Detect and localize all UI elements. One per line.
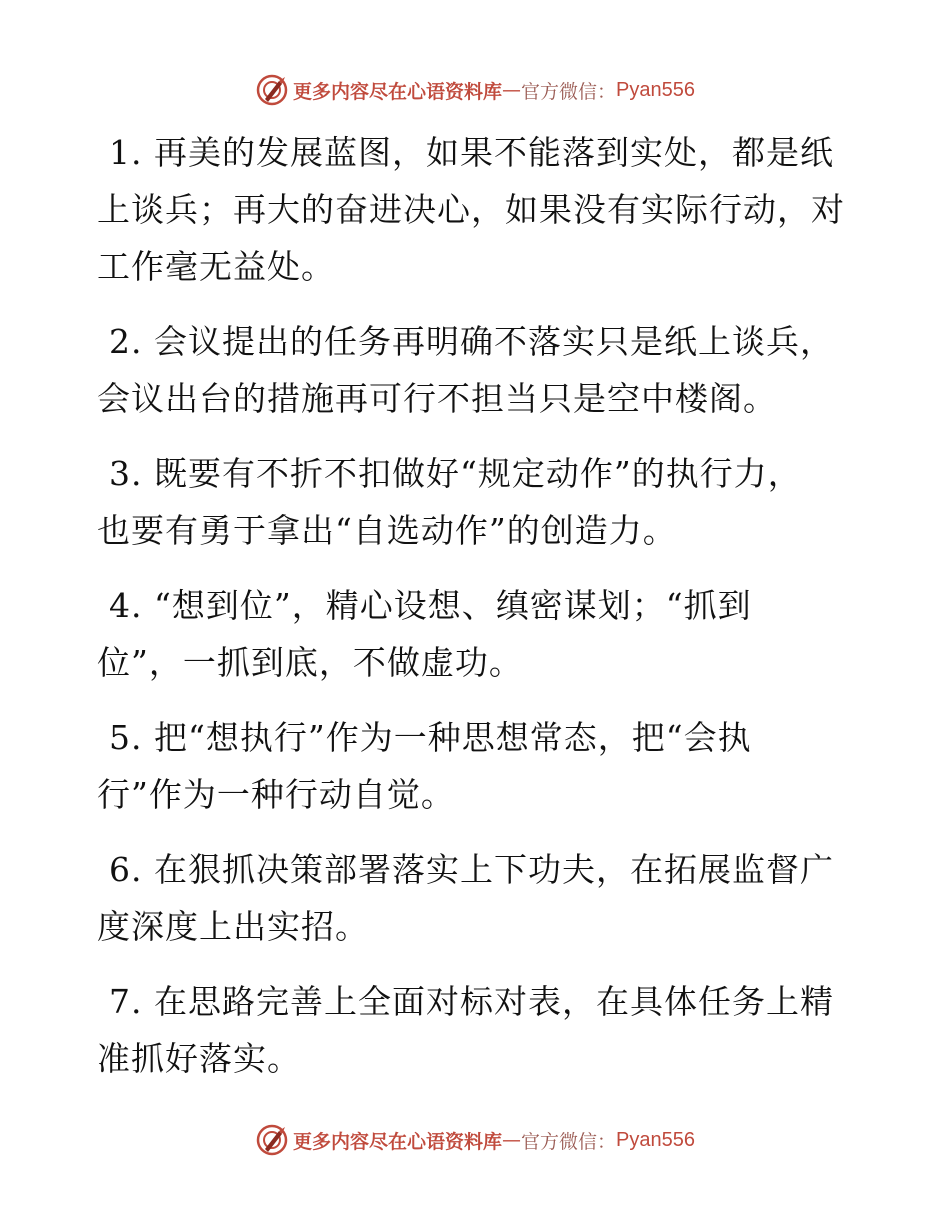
list-item-1	[97, 124, 857, 295]
banner-main-text: 更多内容尽在心语资料库	[293, 1130, 503, 1153]
text-line: 行”作为一种行动自觉。	[97, 775, 455, 814]
pen-nib-logo-icon	[255, 73, 289, 107]
document-body	[97, 124, 857, 1105]
header-watermark-banner	[0, 70, 950, 110]
banner-dash: —	[502, 79, 522, 101]
banner-wechat-id: Pyan556	[616, 1128, 695, 1151]
pen-nib-logo-icon	[255, 1123, 289, 1157]
text-line: 工作毫无益处。	[97, 247, 335, 286]
text-line: 会议出台的措施再可行不担当只是空中楼阁。	[97, 379, 777, 418]
text-line: 也要有勇于拿出“自选动作”的创造力。	[97, 511, 677, 550]
text-line: 5. 把“想执行”作为一种思想常态，把“会执	[109, 718, 752, 757]
text-line: 6. 在狠抓决策部署落实上下功夫，在拓展监督广	[109, 850, 834, 889]
text-line: 度深度上出实招。	[97, 907, 369, 946]
list-item-5	[97, 709, 857, 823]
banner-wechat-label: 官方微信：	[521, 1130, 617, 1153]
text-line: 7. 在思路完善上全面对标对表，在具体任务上精	[109, 982, 834, 1021]
banner-main-text: 更多内容尽在心语资料库	[293, 80, 503, 103]
text-line: 上谈兵；再大的奋进决心，如果没有实际行动，对	[97, 190, 845, 229]
list-item-4	[97, 577, 857, 691]
text-line: 1. 再美的发展蓝图，如果不能落到实处，都是纸	[109, 133, 834, 172]
banner-wechat-label: 官方微信：	[521, 80, 617, 103]
footer-watermark-banner	[0, 1120, 950, 1160]
list-item-6	[97, 841, 857, 955]
text-line: 2. 会议提出的任务再明确不落实只是纸上谈兵，	[109, 322, 834, 361]
list-item-3	[97, 445, 857, 559]
text-line: 4. “想到位”，精心设想、缜密谋划；“抓到	[109, 586, 752, 625]
banner-wechat-id: Pyan556	[616, 78, 695, 101]
text-line: 3. 既要有不折不扣做好“规定动作”的执行力，	[109, 454, 802, 493]
list-item-7	[97, 973, 857, 1087]
list-item-2	[97, 313, 857, 427]
banner-dash: —	[502, 1129, 522, 1151]
text-line: 准抓好落实。	[97, 1039, 301, 1078]
text-line: 位”，一抓到底，不做虚功。	[97, 643, 523, 682]
